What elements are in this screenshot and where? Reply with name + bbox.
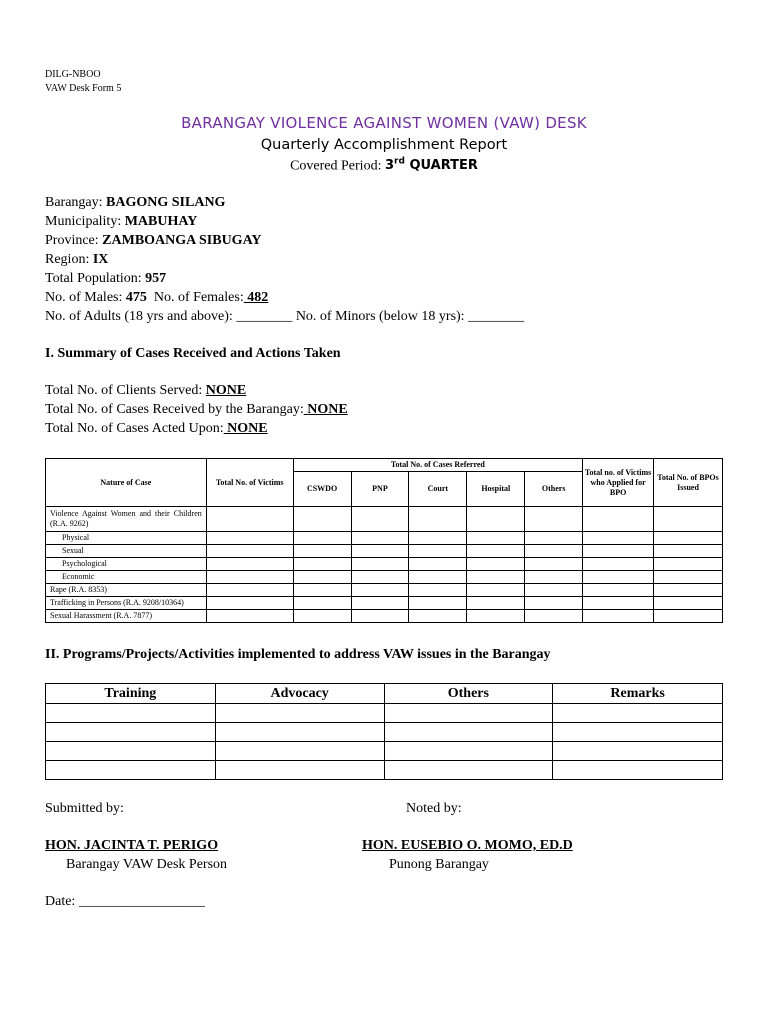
table-cell[interactable] [409, 507, 467, 532]
covered-period-label: Covered Period: [290, 158, 382, 174]
table-cell[interactable] [654, 584, 723, 597]
table-row [46, 532, 723, 545]
table-row [46, 742, 723, 761]
clients-served-value: NONE [205, 383, 247, 398]
table-cell[interactable] [467, 507, 525, 532]
cases-received-line [45, 401, 348, 419]
table-cell[interactable] [215, 761, 384, 780]
barangay-label: Barangay: [45, 195, 103, 210]
table-cell[interactable] [215, 742, 384, 761]
table-cell[interactable] [206, 584, 293, 597]
table-row [46, 704, 723, 723]
cases-received-value: NONE [307, 402, 348, 417]
col-others: Others [384, 684, 553, 704]
sex-count-line [45, 289, 268, 307]
table-cell[interactable] [654, 545, 723, 558]
population-label: Total Population: [45, 271, 142, 286]
table-cell[interactable] [525, 584, 583, 597]
table-cell[interactable] [525, 597, 583, 610]
col-training: Training [46, 684, 216, 704]
case-vawc: Violence Against Women and their Children (R.A. 9262) [46, 507, 207, 532]
region-label: Region: [45, 252, 90, 267]
col-court: Court [409, 472, 467, 507]
region-value: IX [92, 252, 109, 267]
table-cell[interactable] [525, 507, 583, 532]
table-cell[interactable] [206, 507, 293, 532]
females-label: No. of Females: [153, 290, 244, 305]
col-cswdo: CSWDO [293, 472, 351, 507]
table-cell[interactable] [206, 597, 293, 610]
table-cell[interactable] [409, 571, 467, 584]
table-cell[interactable] [525, 545, 583, 558]
cases-acted-line [45, 420, 268, 438]
date-line [45, 893, 205, 911]
table-cell[interactable] [467, 545, 525, 558]
col-bpos-issued: Total No. of BPOs Issued [654, 459, 723, 507]
table-cell[interactable] [553, 723, 723, 742]
table-cell[interactable] [293, 507, 351, 532]
municipality-label: Municipality: [45, 214, 122, 229]
adults-label: No. of Adults (18 yrs and above): [45, 309, 233, 324]
table-cell[interactable] [46, 742, 216, 761]
age-count-line [45, 308, 524, 326]
province-value: ZAMBOANGA SIBUGAY [102, 233, 262, 248]
table-cell[interactable] [553, 742, 723, 761]
table-cell[interactable] [293, 545, 351, 558]
case-psychological: Psychological [46, 558, 207, 571]
table-cell[interactable] [293, 597, 351, 610]
table-cell[interactable] [467, 597, 525, 610]
table-cell[interactable] [46, 761, 216, 780]
table-cell[interactable] [384, 761, 553, 780]
table-cell[interactable] [654, 507, 723, 532]
col-remarks: Remarks [553, 684, 723, 704]
table-cell[interactable] [351, 558, 409, 571]
adults-value: ________ [236, 309, 293, 324]
barangay-value: BAGONG SILANG [106, 195, 226, 210]
table-cell[interactable] [525, 558, 583, 571]
table-cell[interactable] [206, 571, 293, 584]
table-cell[interactable] [583, 507, 654, 532]
table-cell[interactable] [583, 558, 654, 571]
col-cases-referred: Total No. of Cases Referred [293, 459, 583, 472]
col-applied-bpo: Total no. of Victims who Applied for BPO [583, 459, 654, 507]
table-cell[interactable] [351, 610, 409, 623]
table-row [46, 545, 723, 558]
municipality-value: MABUHAY [124, 214, 198, 229]
table-cell[interactable] [654, 610, 723, 623]
case-physical: Physical [46, 532, 207, 545]
table-cell[interactable] [351, 507, 409, 532]
form-code: DILG-NBOO [45, 69, 101, 80]
col-total-victims: Total No. of Victims [206, 459, 293, 507]
table-cell[interactable] [351, 571, 409, 584]
province-label: Province: [45, 233, 99, 248]
table-row [46, 761, 723, 780]
table-cell[interactable] [467, 584, 525, 597]
table-row [46, 610, 723, 623]
barangay-line [45, 194, 225, 212]
table-cell[interactable] [654, 532, 723, 545]
table-cell[interactable] [351, 597, 409, 610]
cases-table [45, 458, 723, 623]
males-label: No. of Males: [45, 290, 123, 305]
noter-name: HON. EUSEBIO O. MOMO, ED.D [362, 838, 573, 853]
males-value: 475 [125, 290, 147, 305]
table-cell[interactable] [654, 571, 723, 584]
col-others: Others [525, 472, 583, 507]
table-cell[interactable] [553, 761, 723, 780]
date-field[interactable]: __________________ [78, 894, 205, 909]
table-cell[interactable] [409, 558, 467, 571]
table-cell[interactable] [351, 584, 409, 597]
table-cell[interactable] [215, 723, 384, 742]
table-cell[interactable] [467, 610, 525, 623]
table-cell[interactable] [583, 610, 654, 623]
table-row [46, 571, 723, 584]
table-cell[interactable] [46, 723, 216, 742]
region-line [45, 251, 108, 269]
case-trafficking: Trafficking in Persons (R.A. 9208/10364) [46, 597, 207, 610]
quarter-suffix: rd [394, 157, 405, 167]
cases-acted-label: Total No. of Cases Acted Upon: [45, 421, 224, 436]
cases-received-label: Total No. of Cases Received by the Barangay: [45, 402, 304, 417]
noter-title: Punong Barangay [389, 857, 489, 872]
table-cell[interactable] [384, 723, 553, 742]
table-cell[interactable] [206, 532, 293, 545]
clients-served-label: Total No. of Clients Served: [45, 383, 203, 398]
table-cell[interactable] [583, 584, 654, 597]
table-cell[interactable] [293, 610, 351, 623]
col-pnp: PNP [351, 472, 409, 507]
table-cell[interactable] [206, 610, 293, 623]
report-title: BARANGAY VIOLENCE AGAINST WOMEN (VAW) DESK [181, 114, 587, 132]
table-cell[interactable] [384, 704, 553, 723]
table-cell[interactable] [293, 558, 351, 571]
table-cell[interactable] [409, 610, 467, 623]
quarter-number: 3 [384, 158, 395, 174]
col-nature-of-case: Nature of Case [46, 459, 207, 507]
noted-by-label: Noted by: [406, 801, 462, 816]
table-cell[interactable] [467, 532, 525, 545]
col-hospital: Hospital [467, 472, 525, 507]
submitter-title: Barangay VAW Desk Person [66, 857, 228, 872]
table-cell[interactable] [409, 597, 467, 610]
table-row [46, 507, 723, 532]
table-row [46, 597, 723, 610]
minors-value: ________ [468, 309, 525, 324]
females-value: 482 [247, 290, 269, 305]
table-cell[interactable] [384, 742, 553, 761]
date-label: Date: [45, 894, 76, 909]
table-cell[interactable] [525, 610, 583, 623]
population-line [45, 270, 166, 288]
table-cell[interactable] [215, 704, 384, 723]
table-row [46, 584, 723, 597]
table-cell[interactable] [351, 545, 409, 558]
case-rape: Rape (R.A. 8353) [46, 584, 207, 597]
table-cell[interactable] [409, 545, 467, 558]
table-cell[interactable] [206, 558, 293, 571]
table-cell[interactable] [206, 545, 293, 558]
submitted-by-label: Submitted by: [45, 801, 124, 816]
case-sexual-harassment: Sexual Harassment (R.A. 7877) [46, 610, 207, 623]
table-cell[interactable] [525, 571, 583, 584]
table-cell[interactable] [409, 532, 467, 545]
table-cell[interactable] [525, 532, 583, 545]
table-cell[interactable] [654, 558, 723, 571]
col-advocacy: Advocacy [215, 684, 384, 704]
table-cell[interactable] [467, 558, 525, 571]
population-value: 957 [145, 271, 167, 286]
table-cell[interactable] [351, 532, 409, 545]
table-cell[interactable] [654, 597, 723, 610]
report-subtitle: Quarterly Accomplishment Report [260, 137, 508, 153]
section-2-heading: II. Programs/Projects/Activities implemented to address VAW issues in the Barangay [45, 647, 551, 662]
table-cell[interactable] [293, 571, 351, 584]
table-cell[interactable] [583, 597, 654, 610]
table-cell[interactable] [583, 545, 654, 558]
table-row [46, 558, 723, 571]
table-cell[interactable] [553, 704, 723, 723]
table-cell[interactable] [293, 532, 351, 545]
table-row [46, 723, 723, 742]
quarter-word: QUARTER [409, 158, 478, 174]
quarter-value [385, 158, 478, 173]
table-cell[interactable] [46, 704, 216, 723]
section-1-heading: I. Summary of Cases Received and Actions Taken [45, 346, 341, 361]
table-cell[interactable] [467, 571, 525, 584]
covered-period [0, 157, 768, 174]
municipality-line [45, 213, 197, 231]
table-cell[interactable] [583, 571, 654, 584]
case-sexual: Sexual [46, 545, 207, 558]
cases-acted-value: NONE [227, 421, 268, 436]
programs-table [45, 683, 723, 780]
form-number: VAW Desk Form 5 [45, 83, 122, 94]
table-cell[interactable] [293, 584, 351, 597]
table-cell[interactable] [409, 584, 467, 597]
province-line [45, 232, 262, 250]
case-economic: Economic [46, 571, 207, 584]
minors-label: No. of Minors (below 18 yrs): [295, 309, 465, 324]
submitter-name: HON. JACINTA T. PERIGO [45, 838, 219, 853]
table-cell[interactable] [583, 532, 654, 545]
clients-served-line [45, 382, 246, 400]
